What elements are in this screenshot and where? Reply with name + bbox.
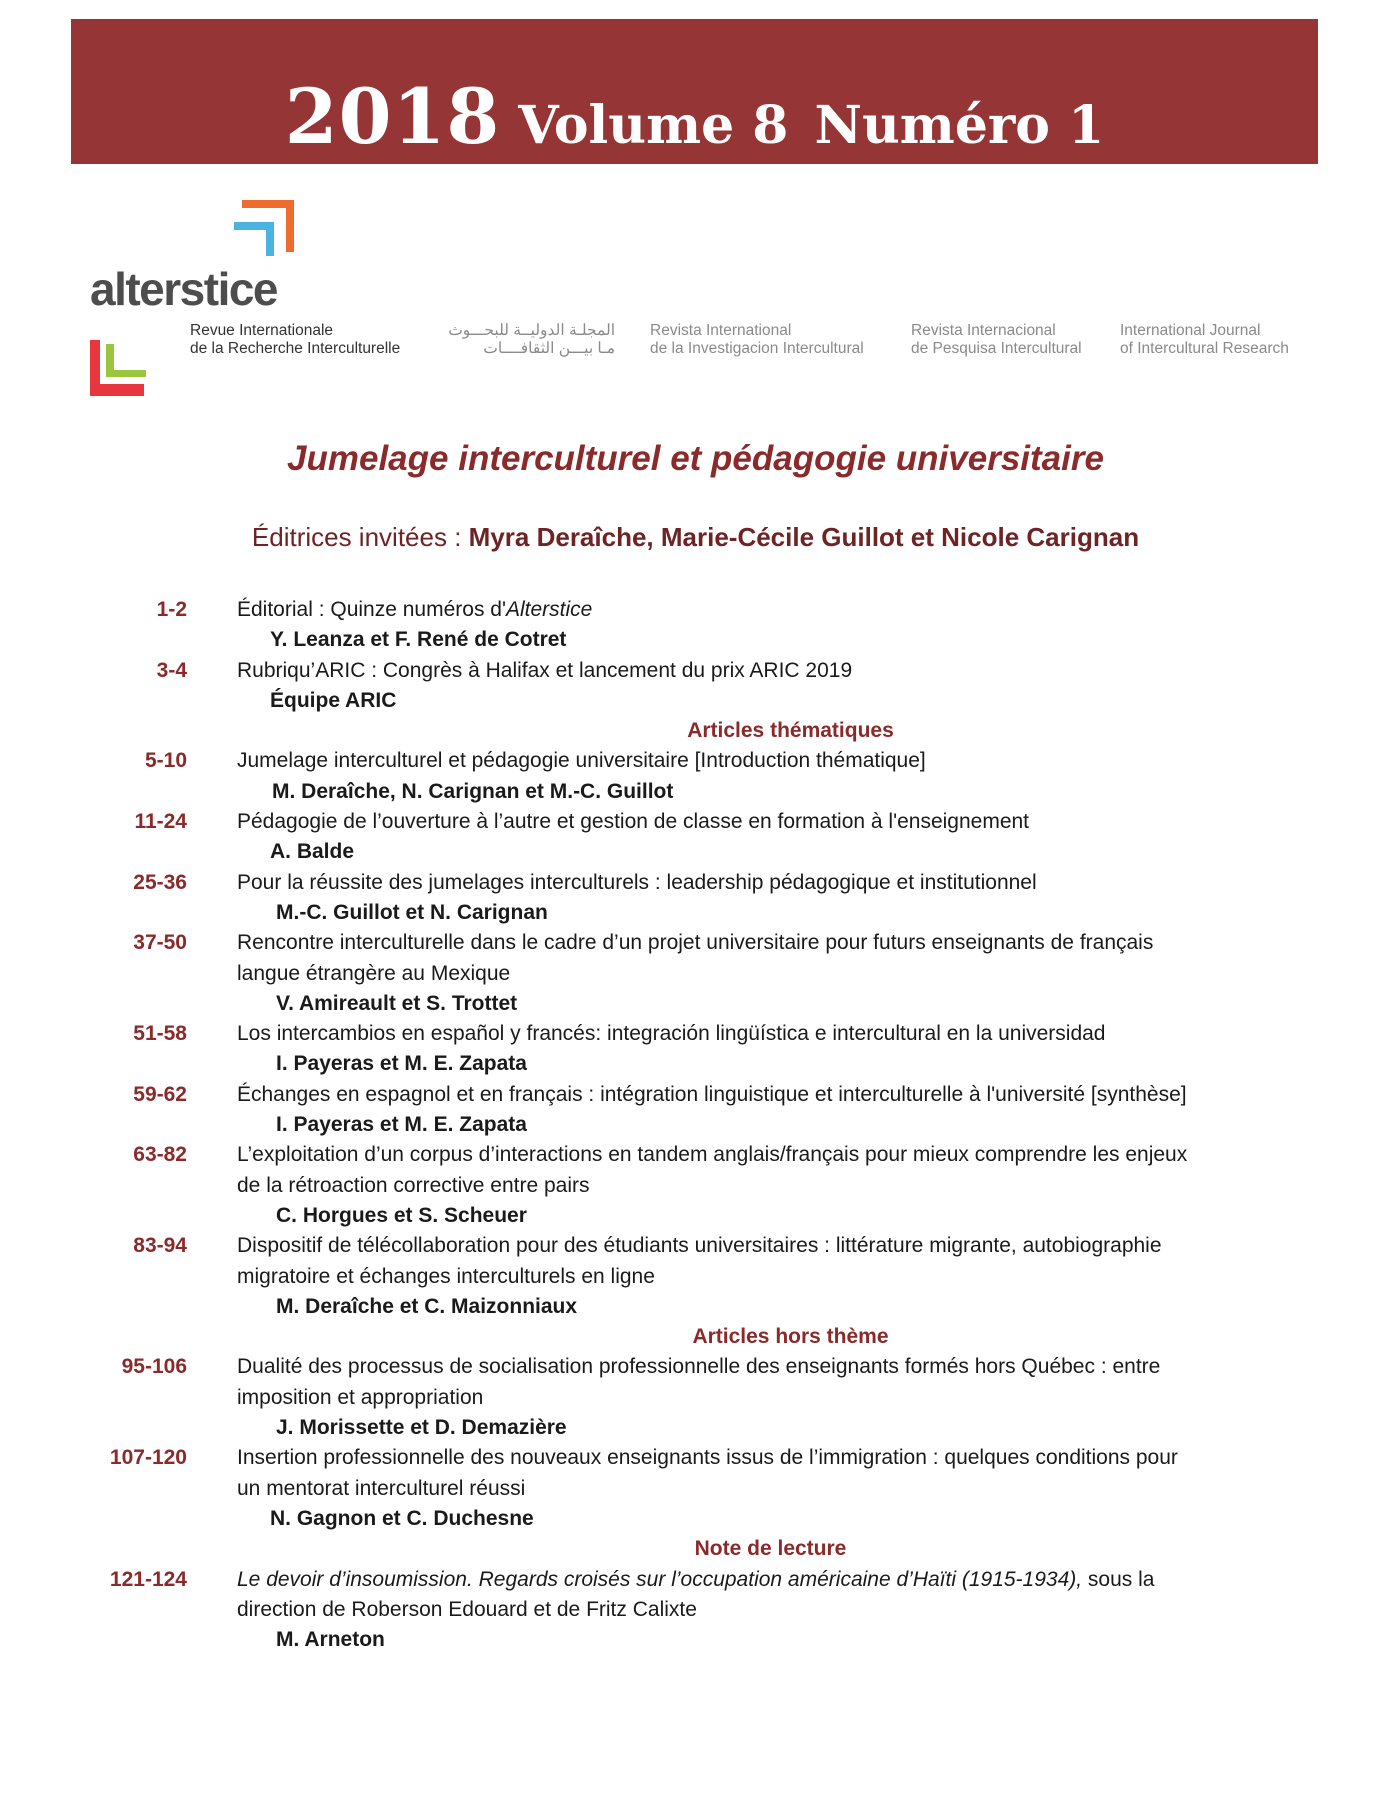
toc-entry-author-row: [0, 777, 1391, 807]
article-title: Le devoir d’insoumission. Regards croisés sur l’occupation américaine d’Haïti (1915-1934), sous la: [237, 1567, 1155, 1591]
tagline-arabic: المجلـة الدوليــة للبحـــوث مـا بيـــن الثقافــــات: [448, 322, 615, 357]
toc-section-heading: [0, 1322, 1391, 1352]
issue-volume: Volume 8: [518, 95, 789, 156]
article-authors: M.-C. Guillot et N. Carignan: [276, 900, 548, 924]
issue-year: 2018: [284, 72, 501, 161]
toc-entry-author-row: [0, 989, 1391, 1019]
section-title: Articles hors thème: [692, 1325, 889, 1349]
issue-banner: [71, 19, 1318, 164]
toc-entry-author-row: [0, 1110, 1391, 1140]
page-range: 59-62: [133, 1082, 187, 1106]
article-title-line2: direction de Roberson Edouard et de Fritz Calixte: [237, 1597, 697, 1621]
article-authors: I. Payeras et M. E. Zapata: [276, 1052, 527, 1076]
article-title: Los intercambios en español y francés: integración lingüística e intercultural en la universidad: [237, 1022, 1106, 1046]
toc-entry-author-row: [0, 1201, 1391, 1231]
article-title: Échanges en espagnol et en français : intégration linguistique et interculturelle à l'université [synthèse]: [237, 1082, 1187, 1106]
article-title: Pour la réussite des jumelages interculturels : leadership pédagogique et institutionnel: [237, 870, 1037, 894]
page-range: 95-106: [121, 1355, 187, 1379]
tagline-english: International Journal of Intercultural Research: [1120, 322, 1289, 357]
journal-logo: [90, 200, 1320, 400]
issue-number: Numéro 1: [814, 95, 1105, 156]
page-range: 121-124: [109, 1567, 187, 1591]
article-authors: A. Balde: [270, 840, 355, 864]
logo-arrows-top-icon: [234, 200, 294, 260]
article-authors: M. Deraîche et C. Maizonniaux: [276, 1294, 578, 1318]
toc-entry-title-continuation: [0, 1383, 1391, 1413]
article-title-line2: imposition et appropriation: [237, 1385, 484, 1409]
article-authors: I. Payeras et M. E. Zapata: [276, 1113, 527, 1137]
toc-section-heading: [0, 716, 1391, 746]
toc-entry-title-row[interactable]: [0, 1140, 1391, 1170]
toc-entry-author-row: [0, 686, 1391, 716]
toc-entry-title-continuation: [0, 1262, 1391, 1292]
toc-entry-author-row: [0, 1625, 1391, 1655]
page-range: 25-36: [133, 870, 187, 894]
tagline-spanish: Revista International de la Investigacion Intercultural: [650, 322, 864, 357]
toc-section-heading: [0, 1534, 1391, 1564]
toc-entry-title-row[interactable]: [0, 1565, 1391, 1595]
article-authors: Y. Leanza et F. René de Cotret: [270, 628, 567, 652]
article-title: Rencontre interculturelle dans le cadre d’un projet universitaire pour futurs enseignants de français: [237, 931, 1154, 955]
toc-entry-title-continuation: [0, 1171, 1391, 1201]
article-authors: J. Morissette et D. Demazière: [276, 1416, 567, 1440]
article-authors: M. Arneton: [276, 1628, 385, 1652]
article-title: Éditorial : Quinze numéros d'Alterstice: [237, 598, 593, 621]
article-title: Dualité des processus de socialisation professionnelle des enseignants formés hors Québec : entre: [237, 1355, 1161, 1379]
toc-entry-title-row[interactable]: [0, 868, 1391, 898]
article-title-line2: langue étrangère au Mexique: [237, 961, 511, 985]
article-authors: C. Horgues et S. Scheuer: [276, 1203, 527, 1227]
page-range: 83-94: [133, 1234, 187, 1258]
toc-entry-title-row[interactable]: [0, 928, 1391, 958]
article-authors: N. Gagnon et C. Duchesne: [270, 1506, 534, 1530]
issue-theme-title: Jumelage interculturel et pédagogie universitaire: [287, 439, 1104, 478]
tagline-portuguese: Revista Internacional de Pesquisa Intercultural: [911, 322, 1082, 357]
toc-entry-author-row: [0, 898, 1391, 928]
article-authors: Équipe ARIC: [270, 688, 397, 712]
article-title-line2: migratoire et échanges interculturels en ligne: [237, 1264, 655, 1288]
toc-entry-author-row: [0, 837, 1391, 867]
logo-arrows-bottom-icon: [90, 340, 152, 396]
toc-entry-title-continuation: [0, 959, 1391, 989]
section-title: Note de lecture: [694, 1537, 847, 1561]
toc-entry-author-row: [0, 625, 1391, 655]
guest-editors-names: Myra Deraîche, Marie-Cécile Guillot et Nicole Carignan: [468, 522, 1140, 552]
guest-editors: [0, 522, 1391, 553]
toc-entry-title-row[interactable]: [0, 1352, 1391, 1382]
toc-entry-author-row: [0, 1504, 1391, 1534]
page-range: 11-24: [134, 810, 187, 834]
article-title-line2: de la rétroaction corrective entre pairs: [237, 1173, 590, 1197]
issue-heading: [71, 72, 1318, 161]
toc-entry-title-row[interactable]: [0, 746, 1391, 776]
article-title-line2: un mentorat interculturel réussi: [237, 1476, 526, 1500]
tagline-french: Revue Internationale de la Recherche Interculturelle: [190, 322, 401, 357]
article-title: Dispositif de télécollaboration pour des étudiants universitaires : littérature migrante, autobiographie: [237, 1234, 1162, 1258]
article-title: Insertion professionnelle des nouveaux enseignants issus de l’immigration : quelques conditions pour: [237, 1446, 1178, 1470]
page-range: 51-58: [133, 1022, 187, 1046]
toc-entry-title-row[interactable]: [0, 1443, 1391, 1473]
toc-entry-title-row[interactable]: [0, 1080, 1391, 1110]
page-range: 107-120: [109, 1446, 187, 1470]
article-title: Rubriqu’ARIC : Congrès à Halifax et lancement du prix ARIC 2019: [237, 658, 853, 682]
article-title: Jumelage interculturel et pédagogie universitaire [Introduction thématique]: [237, 749, 926, 773]
article-title: Pédagogie de l’ouverture à l’autre et gestion de classe en formation à l'enseignement: [237, 810, 1030, 834]
toc-entry-title-row[interactable]: [0, 807, 1391, 837]
toc-entry-author-row: [0, 1292, 1391, 1322]
toc-entry-title-continuation: [0, 1474, 1391, 1504]
page-range: 63-82: [133, 1143, 187, 1167]
section-title: Articles thématiques: [687, 719, 894, 743]
toc-entry-title-continuation: [0, 1595, 1391, 1625]
guest-editors-label: Éditrices invitées :: [251, 522, 462, 552]
toc-entry-title-row[interactable]: [0, 656, 1391, 686]
article-authors: M. Deraîche, N. Carignan et M.-C. Guillot: [272, 779, 674, 803]
table-of-contents: [0, 595, 1391, 1655]
page-range: 3-4: [156, 658, 187, 682]
page-range: 1-2: [156, 598, 187, 621]
toc-entry-title-row[interactable]: [0, 1019, 1391, 1049]
toc-entry-author-row: [0, 1049, 1391, 1079]
toc-entry-author-row: [0, 1413, 1391, 1443]
page-range: 37-50: [133, 931, 187, 955]
page-range: 5-10: [144, 749, 187, 773]
article-title: L’exploitation d’un corpus d’interactions en tandem anglais/français pour mieux comprendre les enjeux: [237, 1143, 1188, 1167]
journal-brand: alterstice: [90, 263, 278, 315]
article-authors: V. Amireault et S. Trottet: [276, 991, 518, 1015]
toc-entry-title-row[interactable]: [0, 595, 1391, 625]
toc-entry-title-row[interactable]: [0, 1231, 1391, 1261]
